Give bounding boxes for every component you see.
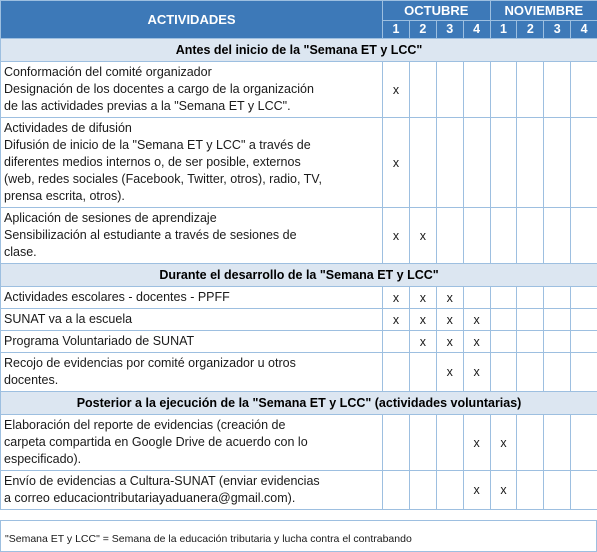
week-mark-cell [409,118,436,208]
activity-text-line: Designación de los docentes a cargo de la organización [4,82,314,96]
week-mark-cell [517,309,544,331]
activity-description [1,62,383,118]
week-mark-cell [544,287,571,309]
week-mark-cell: x [490,471,517,510]
week-mark-cell [544,471,571,510]
activity-text-line: Sensibilización al estudiante a través de sesiones de [4,228,297,242]
week-mark-cell: x [436,309,463,331]
activity-text-line: docentes. [4,373,59,387]
week-mark-cell [409,471,436,510]
week-mark-cell [517,471,544,510]
week-mark-cell [436,208,463,264]
week-mark-cell: x [436,353,463,392]
week-header: 3 [544,20,571,39]
activity-description [1,118,383,208]
activity-text-line: Aplicación de sesiones de aprendizaje [4,211,217,225]
activity-text-line: Envío de evidencias a Cultura-SUNAT (enviar evidencias [4,474,320,488]
schedule-body [1,39,597,510]
week-mark-cell: x [436,287,463,309]
week-mark-cell: x [463,353,490,392]
week-header: 1 [490,20,517,39]
week-mark-cell [463,118,490,208]
activity-description [1,208,383,264]
week-mark-cell: x [383,62,410,118]
week-header: 2 [517,20,544,39]
activities-column-header: ACTIVIDADES [1,1,383,39]
week-mark-cell: x [463,415,490,471]
week-header: 2 [409,20,436,39]
week-mark-cell [436,118,463,208]
week-mark-cell: x [383,287,410,309]
activity-row [1,415,597,471]
section-header-row [1,39,597,62]
activity-text-line: a correo educaciontributariayaduanera@gmail.com). [4,491,296,505]
week-mark-cell: x [409,331,436,353]
week-mark-cell [571,309,597,331]
week-mark-cell [571,331,597,353]
activity-text-line: especificado). [4,452,82,466]
activity-row [1,309,597,331]
week-mark-cell [517,208,544,264]
week-mark-cell [571,353,597,392]
activity-text-line: carpeta compartida en Google Drive de acuerdo con lo [4,435,308,449]
week-mark-cell [463,208,490,264]
activity-text-line: SUNAT va a la escuela [4,312,133,326]
activity-text-line: (web, redes sociales (Facebook, Twitter, otros), radio, TV, [4,172,322,186]
section-header-row [1,264,597,287]
week-mark-cell [463,62,490,118]
week-mark-cell [544,415,571,471]
activity-description [1,309,383,331]
week-header: 3 [436,20,463,39]
header-month-row [1,1,597,21]
week-mark-cell [544,353,571,392]
week-mark-cell [571,62,597,118]
activity-text-line: Recojo de evidencias por comité organizador u otros [4,356,296,370]
week-mark-cell: x [463,309,490,331]
activity-row [1,331,597,353]
activity-text-line: Difusión de inicio de la "Semana ET y LCC" a través de [4,138,311,152]
activity-text-line: diferentes medios internos o, de ser posible, externos [4,155,301,169]
week-mark-cell [517,118,544,208]
week-mark-cell: x [409,287,436,309]
week-mark-cell [436,415,463,471]
week-mark-cell [544,309,571,331]
week-mark-cell: x [383,208,410,264]
month-header-november: NOVIEMBRE [490,1,597,21]
activity-text-line: Actividades escolares - docentes - PPFF [4,290,230,304]
week-mark-cell [571,415,597,471]
week-mark-cell [490,208,517,264]
week-mark-cell [490,353,517,392]
week-header: 4 [463,20,490,39]
week-mark-cell: x [409,208,436,264]
week-mark-cell [571,471,597,510]
week-mark-cell [490,331,517,353]
week-mark-cell: x [463,471,490,510]
week-mark-cell: x [383,118,410,208]
activity-text-line: Actividades de difusión [4,121,132,135]
week-mark-cell [436,471,463,510]
week-mark-cell [383,415,410,471]
activity-row [1,118,597,208]
week-mark-cell [571,287,597,309]
section-title: Durante el desarrollo de la "Semana ET y LCC" [1,264,597,287]
activity-text-line: de las actividades previas a la "Semana ET y LCC". [4,99,291,113]
footnote: "Semana ET y LCC" = Semana de la educación tributaria y lucha contra el contrabando [0,520,597,552]
week-mark-cell [383,471,410,510]
week-mark-cell [544,118,571,208]
week-header: 4 [571,20,597,39]
week-mark-cell [436,62,463,118]
week-mark-cell [544,62,571,118]
week-mark-cell: x [463,331,490,353]
week-mark-cell [517,415,544,471]
week-mark-cell [544,331,571,353]
section-title: Antes del inicio de la "Semana ET y LCC" [1,39,597,62]
week-mark-cell [409,353,436,392]
week-mark-cell: x [490,415,517,471]
week-mark-cell [517,62,544,118]
activity-description [1,471,383,510]
week-mark-cell: x [436,331,463,353]
week-mark-cell [490,118,517,208]
week-mark-cell [383,353,410,392]
activity-text-line: Elaboración del reporte de evidencias (creación de [4,418,286,432]
section-title: Posterior a la ejecución de la "Semana ET y LCC" (actividades voluntarias) [1,392,597,415]
week-mark-cell [517,331,544,353]
week-mark-cell [544,208,571,264]
week-mark-cell [517,353,544,392]
activity-row [1,353,597,392]
activity-text-line: Programa Voluntariado de SUNAT [4,334,195,348]
week-mark-cell [490,309,517,331]
week-mark-cell [517,287,544,309]
month-header-october: OCTUBRE [383,1,491,21]
activity-row [1,208,597,264]
activity-description [1,353,383,392]
week-mark-cell [409,415,436,471]
week-mark-cell [571,208,597,264]
activity-description [1,331,383,353]
activity-row [1,471,597,510]
activity-text-line: prensa escrita, otros). [4,189,125,203]
section-header-row [1,392,597,415]
week-mark-cell [409,62,436,118]
activity-text-line: Conformación del comité organizador [4,65,212,79]
week-header: 1 [383,20,410,39]
activity-row [1,62,597,118]
activity-text-line: clase. [4,245,37,259]
activity-description [1,287,383,309]
week-mark-cell: x [383,309,410,331]
week-mark-cell [490,62,517,118]
activity-description [1,415,383,471]
week-mark-cell [383,331,410,353]
week-mark-cell [463,287,490,309]
week-mark-cell [571,118,597,208]
activity-row [1,287,597,309]
week-mark-cell: x [409,309,436,331]
week-mark-cell [490,287,517,309]
